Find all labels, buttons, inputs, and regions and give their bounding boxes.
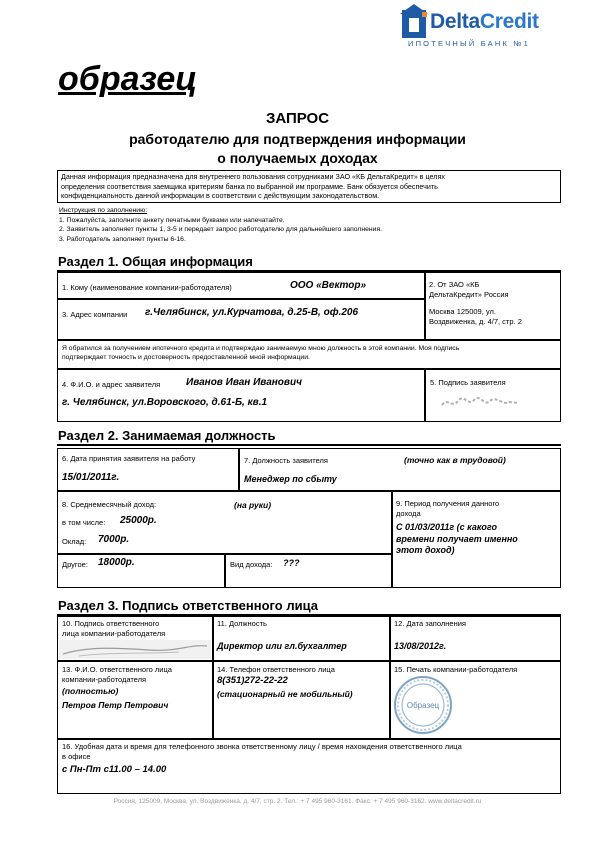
field7-note: (точно как в трудовой) — [404, 455, 506, 465]
field15-label: 15. Печать компании-работодателя — [394, 665, 518, 674]
field16-label: 16. Удобная дата и время для телефонного звонка ответственному лицу / время нахождения ответственного лица в офисе — [62, 742, 462, 761]
page-title: ЗАПРОС — [265, 110, 330, 127]
instruction-item: 2. Заявитель заполняет пункты 1, 3-5 и передает запрос работодателю для дальнейшего заполнения. — [59, 226, 383, 234]
field9-income-period[interactable]: С 01/03/2011г (с какого времени получает именно этот доход) — [396, 522, 518, 555]
logo-brand-part2: Credit — [479, 10, 539, 33]
house-icon — [400, 4, 428, 38]
notice-line2: определения соответствия заемщика критериям банка по выбранной им программе. Банк обязуется обеспечить — [61, 181, 438, 191]
field9-label: 9. Период получения данного дохода — [396, 499, 500, 518]
section1-title: Раздел 1. Общая информация — [58, 254, 253, 269]
income-type-label: Вид дохода: — [230, 560, 273, 569]
field12-fill-date[interactable]: 13/08/2012г. — [394, 641, 447, 651]
field8-note: (на руки) — [234, 500, 272, 510]
other-income-label: Другое: — [62, 560, 88, 569]
field5-label: 5. Подпись заявителя — [430, 378, 506, 387]
field2-from-bank: 2. От ЗАО «КБ ДельтаКредит» Россия Москва 125009, ул. Воздвиженка, д. 4/7, стр. 2 — [429, 280, 522, 326]
field3-company-address[interactable]: г.Челябинск, ул.Курчатова, д.25-В, оф.206 — [145, 307, 359, 318]
field14-note: (стационарный не мобильный) — [217, 689, 353, 699]
salary-value[interactable]: 7000р. — [98, 534, 130, 545]
logo-subtitle: ИПОТЕЧНЫЙ БАНК №1 — [408, 39, 530, 48]
field6-label: 6. Дата принятия заявителя на работу — [62, 454, 196, 463]
logo-brand — [430, 10, 539, 34]
responsible-signature-image — [59, 640, 211, 659]
field13-full-name[interactable]: Петров Петр Петрович — [62, 700, 169, 710]
income-total[interactable]: 25000р. — [120, 515, 157, 526]
notice-line1: Данная информация предназначена для внутреннего пользования сотрудниками ЗАО «КБ ДельтаКредит» в целях — [61, 172, 445, 181]
field12-label: 12. Дата заполнения — [394, 619, 466, 628]
applicant-signature-image — [440, 393, 520, 411]
including-label: в том числе: — [62, 518, 106, 527]
income-type-value[interactable]: ??? — [283, 558, 300, 568]
field10-label: 10. Подпись ответственного лица компании-работодателя — [62, 619, 166, 638]
field1-label: 1. Кому (наименование компании-работодателя) — [62, 283, 232, 292]
field7-position[interactable]: Менеджер по сбыту — [244, 474, 337, 484]
field14-label: 14. Телефон ответственного лица — [217, 665, 335, 674]
page-footer: Россия, 125009, Москва, ул. Воздвиженка, д. 4/7, стр. 2. Тел.: + 7 495 960-3161. Факс: + 7 495 960-3162. www.deltacredit.ru — [113, 798, 482, 805]
field4-applicant-address[interactable]: г. Челябинск, ул.Воровского, д.61-Б, кв.1 — [62, 397, 268, 408]
field13-note: (полностью) — [62, 686, 119, 696]
field14-phone[interactable]: 8(351)272-22-22 — [217, 675, 288, 686]
notice-line3: конфиденциальность данной информации в соответствии с действующим законодательством. — [61, 191, 380, 201]
logo-brand-part1: Delta — [430, 10, 480, 33]
page-subtitle-line1: работодателю для подтверждения информации — [129, 131, 466, 147]
field6-hire-date[interactable]: 15/01/2011г. — [62, 472, 120, 483]
instruction-item: 1. Пожалуйста, заполните анкету печатными буквами или напечатайте. — [59, 216, 285, 224]
applicant-consent: Я обратился за получением ипотечного кредита и подтверждаю занимаемую мною должность в этой компании. Моя подпись подтверждает точность и достоверность предоставленной мной информации. — [62, 345, 460, 362]
field16-call-time[interactable]: с Пн-Пт с11.00 – 14.00 — [62, 764, 167, 775]
svg-text:Образец: Образец — [406, 701, 440, 710]
field1-employer-name[interactable]: ООО «Вектор» — [290, 280, 367, 291]
field3-label: 3. Адрес компании — [62, 310, 128, 319]
company-stamp-image — [391, 673, 455, 737]
section2-title: Раздел 2. Занимаемая должность — [58, 428, 276, 443]
instruction-item: 3. Работодатель заполняет пункты 6-16. — [59, 235, 186, 243]
instructions-heading: Инструкция по заполнению: — [59, 207, 148, 214]
field7-label: 7. Должность заявителя — [244, 456, 328, 465]
field11-position[interactable]: Директор или гл.бухгалтер — [217, 641, 347, 651]
page-subtitle-line2: о получаемых доходах — [217, 150, 378, 166]
field4-applicant-name[interactable]: Иванов Иван Иванович — [186, 377, 302, 388]
other-income-value[interactable]: 18000р. — [98, 557, 135, 568]
field13-label: 13. Ф.И.О. ответственного лица компании-работодателя — [62, 665, 172, 684]
salary-label: Оклад: — [62, 537, 87, 546]
section3-title: Раздел 3. Подпись ответственного лица — [58, 598, 318, 613]
instructions — [59, 206, 382, 244]
field8-label: 8. Среднемесячный доход: — [62, 500, 157, 509]
field11-label: 11. Должность — [217, 619, 267, 628]
confidentiality-notice — [57, 170, 561, 203]
sample-label: образец — [58, 60, 198, 98]
field4-label: 4. Ф.И.О. и адрес заявителя — [62, 380, 161, 389]
